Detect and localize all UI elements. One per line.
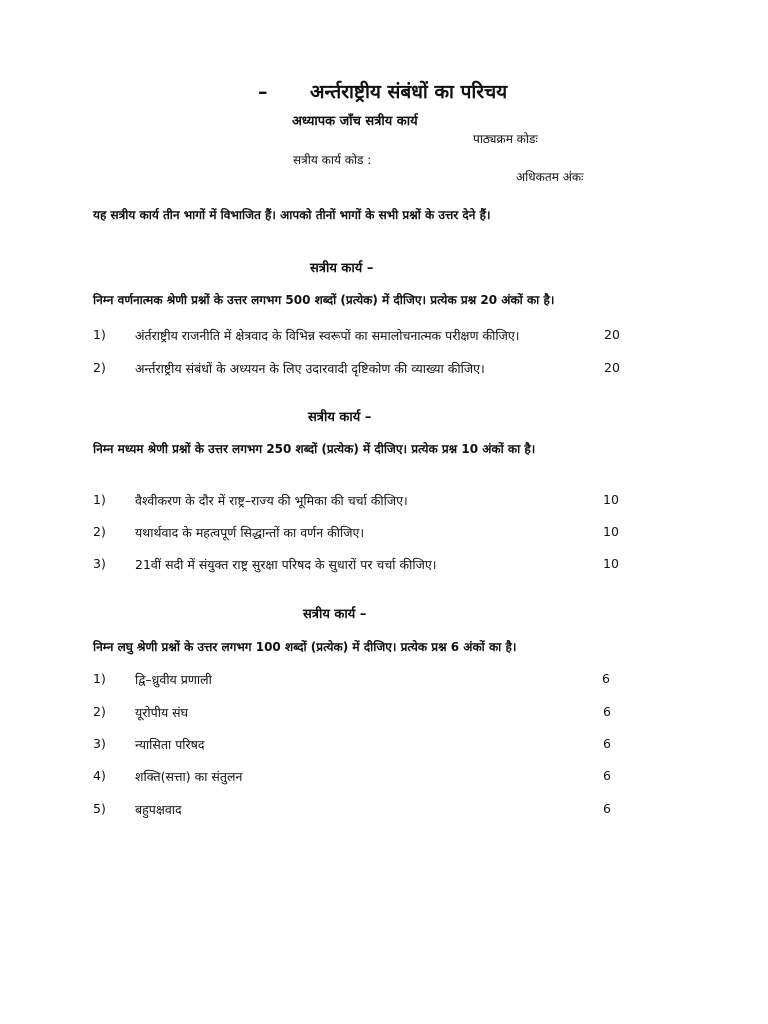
question-text: न्यासिता परिषद xyxy=(135,737,205,752)
question-marks: 20 xyxy=(604,327,620,342)
question-item xyxy=(93,524,628,544)
question-text: वैश्वीकरण के दौर में राष्ट्र–राज्य की भूमिका की चर्चा कीजिए। xyxy=(135,493,408,508)
question-number: 4) xyxy=(93,768,106,783)
question-text: 21वीं सदी में संयुक्त राष्ट्र सुरक्षा परिषद के सुधारों पर चर्चा कीजिए। xyxy=(135,557,437,572)
question-marks: 20 xyxy=(604,360,620,375)
question-marks: 10 xyxy=(603,556,619,571)
section-title: सत्रीय कार्य – xyxy=(303,607,367,622)
section-title: सत्रीय कार्य – xyxy=(308,410,372,425)
question-text: अंर्तराष्ट्रीय राजनीति में क्षेत्रवाद के विभिन्न स्वरूपों का समालोचनात्मक परीक्षण कीजिए। xyxy=(135,328,520,343)
question-number: 2) xyxy=(93,360,106,375)
question-text: यूरोपीय संघ xyxy=(135,705,188,720)
question-item xyxy=(93,768,628,788)
section-instruction: निम्न वर्णनात्मक श्रेणी प्रश्नों के उत्तर लगभग 500 शब्दों (प्रत्येक) में दीजिए। प्रत्येक प्रश्न 20 अंकों का है। xyxy=(93,293,555,307)
question-text: द्वि–ध्रुवीय प्रणाली xyxy=(135,672,212,687)
question-marks: 10 xyxy=(603,492,619,507)
section-instruction: निम्न मध्यम श्रेणी प्रश्नों के उत्तर लगभग 250 शब्दों (प्रत्येक) में दीजिए। प्रत्येक प्रश्न 10 अंकों का है। xyxy=(93,442,536,456)
question-item xyxy=(93,801,628,821)
question-text: बहुपक्षवाद xyxy=(135,802,182,817)
question-text: शक्ति(सत्ता) का संतुलन xyxy=(135,769,243,784)
question-marks: 6 xyxy=(603,704,611,719)
section-title: सत्रीय कार्य – xyxy=(310,261,374,276)
question-marks: 6 xyxy=(603,801,611,816)
question-marks: 6 xyxy=(603,736,611,751)
question-text: अर्न्तराष्ट्रीय संबंधों के अध्ययन के लिए उदारवादी दृष्टिकोण की व्याख्या कीजिए। xyxy=(135,361,485,376)
question-number: 2) xyxy=(93,704,106,719)
question-item xyxy=(93,736,628,756)
question-item xyxy=(93,327,628,347)
question-item xyxy=(93,671,628,691)
question-number: 1) xyxy=(93,327,106,342)
question-item xyxy=(93,360,628,380)
question-item xyxy=(93,704,628,724)
question-item xyxy=(93,492,628,512)
question-number: 3) xyxy=(93,556,106,571)
document-subtitle: अध्यापक जाँच सत्रीय कार्य xyxy=(292,114,418,129)
intro-text: यह सत्रीय कार्य तीन भागों में विभाजित हैं। आपको तीनों भागों के सभी प्रश्नों के उत्तर देने हैं। xyxy=(93,208,491,222)
question-number: 5) xyxy=(93,801,106,816)
assignment-code-label: सत्रीय कार्य कोड : xyxy=(293,153,372,167)
question-item xyxy=(93,556,628,576)
question-number: 1) xyxy=(93,492,106,507)
question-marks: 10 xyxy=(603,524,619,539)
question-marks: 6 xyxy=(602,671,610,686)
section-instruction: निम्न लघु श्रेणी प्रश्नों के उत्तर लगभग 100 शब्दों (प्रत्येक) में दीजिए। प्रत्येक प्रश्न 6 अंकों का है। xyxy=(93,640,517,654)
question-marks: 6 xyxy=(603,768,611,783)
question-number: 3) xyxy=(93,736,106,751)
question-number: 2) xyxy=(93,524,106,539)
max-marks-label: अधिकतम अंकः xyxy=(516,170,584,184)
course-code-label: पाठ्यक्रम कोडः xyxy=(473,132,538,146)
question-number: 1) xyxy=(93,671,106,686)
question-text: यथार्थवाद के महत्वपूर्ण सिद्धान्तों का वर्णन कीजिए। xyxy=(135,525,365,540)
document-title xyxy=(258,78,507,104)
title-text: अर्न्तराष्ट्रीय संबंधों का परिचय xyxy=(310,81,508,103)
title-dash: – xyxy=(258,81,268,103)
